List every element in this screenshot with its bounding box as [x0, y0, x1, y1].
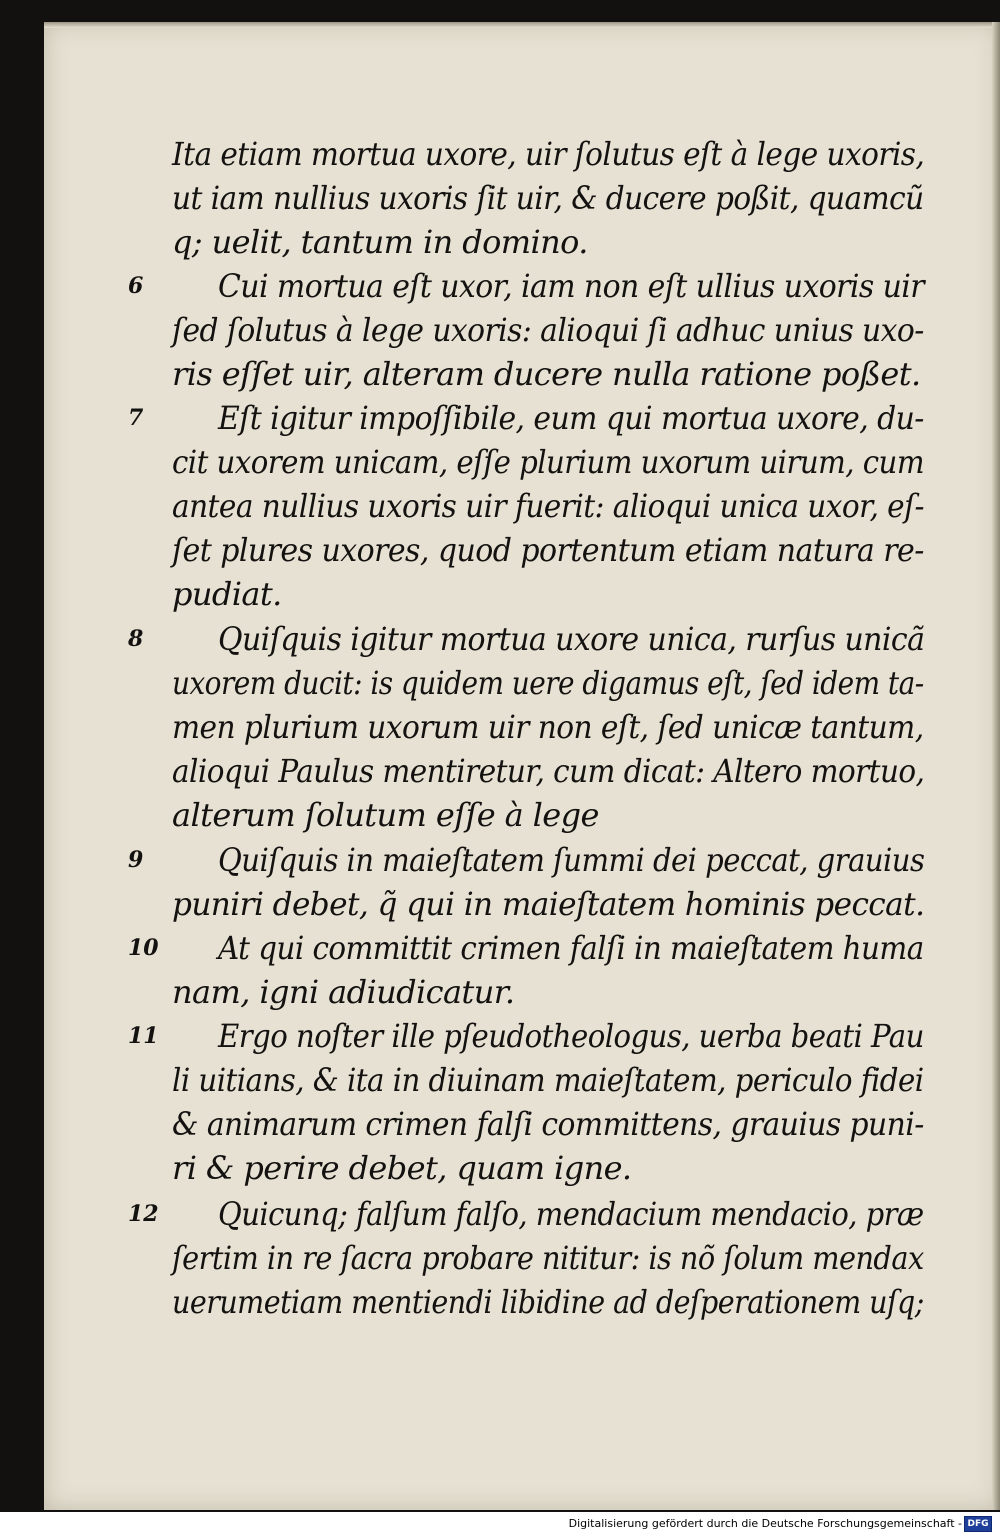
section-number: 12 [128, 1201, 159, 1227]
section-number: 7 [128, 405, 144, 431]
text-line: Quiſquis in maieſtatem ſummi dei peccat, grauius [218, 841, 925, 879]
text-line: & animarum crimen falſi committens, grauius puni- [172, 1105, 924, 1143]
text-line: li uitians, & ita in diuinam maieſtatem, periculo fidei [172, 1061, 924, 1099]
text-line: Ergo noſter ille pſeudotheologus, uerba beati Pau [218, 1017, 924, 1055]
text-line: Quiſquis igitur mortua uxore unica, rurſus unicã [218, 620, 925, 658]
text-line: Cui mortua eſt uxor, iam non eſt ullius uxoris uir [218, 267, 925, 305]
text-line: cit uxorem unicam, eſſe plurium uxorum uirum, cum [172, 443, 924, 481]
text-line: ut iam nullius uxoris ſit uir, & ducere poßit, quamcũ [172, 179, 924, 217]
text-line: ſed ſolutus à lege uxoris: alioqui ſi adhuc unius uxo- [172, 311, 924, 349]
funding-credit: Digitalisierung gefördert durch die Deutsche Forschungsgemeinschaft - [568, 1517, 962, 1530]
section-number: 10 [128, 935, 159, 961]
text-line: ris eſſet uir, alteram ducere nulla ratione poßet. [172, 355, 921, 393]
text-line: q; uelit, tantum in domino. [172, 223, 588, 261]
text-line: alioqui Paulus mentiretur, cum dicat: Altero mortuo, [172, 752, 925, 790]
text-line: uerumetiam mentiendi libidine ad deſperationem uſq; [172, 1283, 924, 1321]
book-page [44, 22, 1000, 1510]
text-line: At qui committit crimen falſi in maieſtatem huma [218, 929, 924, 967]
text-line: ſet plures uxores, quod portentum etiam natura re- [172, 531, 924, 569]
text-block [44, 22, 1000, 1422]
text-line: ſertim in re ſacra probare nititur: is nõ ſolum mendax [172, 1239, 924, 1277]
dfg-logo: DFG [964, 1516, 992, 1532]
text-line: pudiat. [172, 575, 282, 613]
section-number: 9 [128, 847, 144, 873]
text-line: Eſt igitur impoſſibile, eum qui mortua uxore, du- [218, 399, 924, 437]
section-number: 6 [128, 273, 144, 299]
text-line: ri & perire debet, quam igne. [172, 1149, 632, 1187]
text-line: Ita etiam mortua uxore, uir ſolutus eſt à lege uxoris, [172, 135, 925, 173]
text-line: men plurium uxorum uir non eſt, ſed unicæ tantum, [172, 708, 924, 746]
text-line: uxorem ducit: is quidem uere digamus eſt, ſed idem ta- [172, 664, 924, 702]
text-line: nam, igni adiudicatur. [172, 973, 515, 1011]
text-line: alterum ſolutum eſſe à lege [172, 796, 599, 834]
section-number: 8 [128, 626, 144, 652]
text-line: antea nullius uxoris uir fuerit: alioqui unica uxor, eſ- [172, 487, 924, 525]
text-line: puniri debet, q̃ qui in maieſtatem hominis peccat. [172, 885, 925, 923]
text-line: Quicunq; falſum falſo, mendacium mendacio, præ [218, 1195, 924, 1233]
section-number: 11 [128, 1023, 159, 1049]
